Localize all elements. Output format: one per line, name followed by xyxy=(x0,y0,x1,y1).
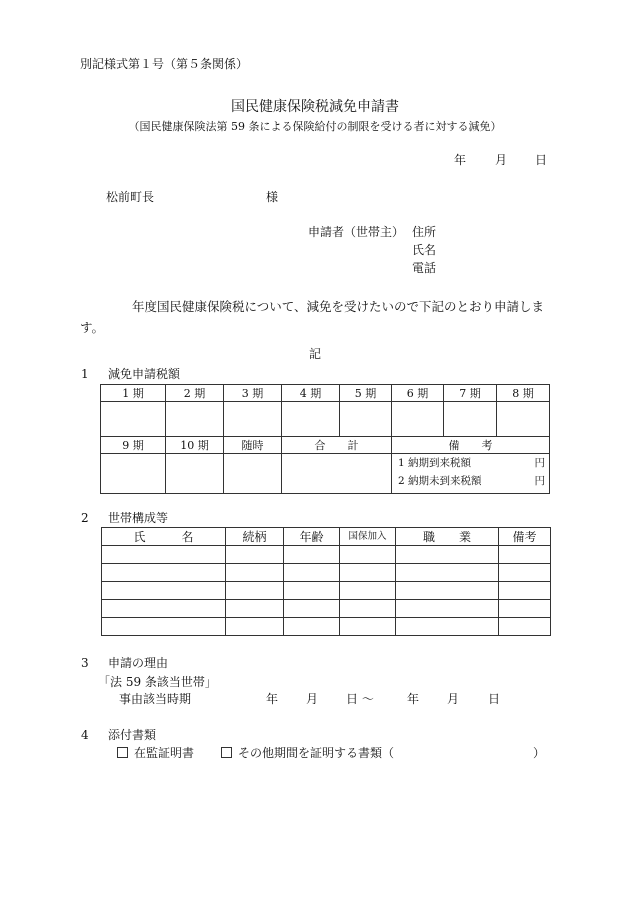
period-6-header: 6 期 xyxy=(392,385,444,402)
section1-number: 1 xyxy=(81,367,89,381)
remarks-cell[interactable] xyxy=(499,564,551,582)
table-row xyxy=(102,582,551,600)
period-5-header: 5 期 xyxy=(340,385,392,402)
table-row xyxy=(102,564,551,582)
period-10-header: 10 期 xyxy=(166,437,224,454)
occupation-cell[interactable] xyxy=(396,618,499,636)
applicant-address-label: 住所 xyxy=(412,225,437,239)
checkbox-icon[interactable] xyxy=(221,747,232,758)
period-to-month: 月 xyxy=(447,692,460,706)
applicant-label: 申請者（世帯主） xyxy=(308,225,405,239)
period-to-year: 年 xyxy=(407,692,420,706)
relation-cell[interactable] xyxy=(226,564,284,582)
occupation-cell[interactable] xyxy=(396,600,499,618)
note-due-tax-label: 1 納期到来税額 xyxy=(398,457,472,469)
anytime-header: 随時 xyxy=(224,437,282,454)
relation-cell[interactable] xyxy=(226,618,284,636)
occupation-cell[interactable] xyxy=(396,546,499,564)
table-row xyxy=(102,546,551,564)
col-remarks-header: 備考 xyxy=(499,528,551,546)
period-7-header: 7 期 xyxy=(444,385,497,402)
form-number-label: 別記様式第１号（第５条関係） xyxy=(80,57,249,71)
age-cell[interactable] xyxy=(284,564,340,582)
note-due-tax-unit: 円 xyxy=(534,457,545,469)
note-due-tax xyxy=(398,458,545,469)
attachment-option-label: その他期間を証明する書類（ xyxy=(238,746,395,760)
ki-heading: 記 xyxy=(308,347,321,361)
note-not-due-tax-label: 2 納期未到来税額 xyxy=(398,474,482,487)
attachment-option-other-doc[interactable] xyxy=(221,747,394,759)
note-not-due-tax-unit: 円 xyxy=(534,474,545,487)
period-to-day: 日 xyxy=(488,692,501,706)
period-4-header: 4 期 xyxy=(282,385,340,402)
section3-number: 3 xyxy=(81,656,89,670)
period-from-year: 年 xyxy=(266,692,279,706)
attachment-option-label: 在監証明書 xyxy=(134,746,195,760)
note-not-due-tax xyxy=(398,476,545,487)
household-table xyxy=(101,527,551,636)
insured-cell[interactable] xyxy=(340,618,396,636)
relation-cell[interactable] xyxy=(226,600,284,618)
insured-cell[interactable] xyxy=(340,564,396,582)
applicant-name-label: 氏名 xyxy=(412,243,437,257)
section3-title: 申請の理由 xyxy=(108,656,169,670)
remarks-cell[interactable] xyxy=(499,546,551,564)
name-cell[interactable] xyxy=(102,600,226,618)
age-cell[interactable] xyxy=(284,546,340,564)
period-8-amount-cell[interactable] xyxy=(497,402,550,437)
occupation-cell[interactable] xyxy=(396,564,499,582)
total-amount-cell[interactable] xyxy=(282,454,392,494)
period-1-amount-cell[interactable] xyxy=(101,402,166,437)
period-2-amount-cell[interactable] xyxy=(166,402,224,437)
period-1-header: 1 期 xyxy=(101,385,166,402)
occupation-cell[interactable] xyxy=(396,582,499,600)
section1-title: 減免申請税額 xyxy=(108,367,181,381)
addressee-honorific: 様 xyxy=(266,190,279,204)
attachment-close-paren: ） xyxy=(533,746,546,760)
date-month-label: 月 xyxy=(495,153,508,167)
total-header: 合 計 xyxy=(282,437,392,454)
period-from-day: 日 〜 xyxy=(346,692,374,706)
period-10-amount-cell[interactable] xyxy=(166,454,224,494)
insured-cell[interactable] xyxy=(340,582,396,600)
form-subtitle: （国民健康保険法第 59 条による保険給付の制限を受ける者に対する減免） xyxy=(128,120,502,133)
period-3-header: 3 期 xyxy=(224,385,282,402)
period-7-amount-cell[interactable] xyxy=(444,402,497,437)
col-insured-header: 国保加入 xyxy=(340,528,396,546)
age-cell[interactable] xyxy=(284,618,340,636)
period-2-header: 2 期 xyxy=(166,385,224,402)
remarks-cell[interactable] xyxy=(499,582,551,600)
table-row xyxy=(102,618,551,636)
section2-title: 世帯構成等 xyxy=(108,511,169,525)
period-6-amount-cell[interactable] xyxy=(392,402,444,437)
name-cell[interactable] xyxy=(102,564,226,582)
relation-cell[interactable] xyxy=(226,582,284,600)
col-age-header: 年齢 xyxy=(284,528,340,546)
checkbox-icon[interactable] xyxy=(117,747,128,758)
remarks-cell[interactable] xyxy=(499,600,551,618)
col-name-header: 氏 名 xyxy=(102,528,226,546)
period-label: 事由該当時期 xyxy=(119,692,192,706)
section4-number: 4 xyxy=(81,728,89,742)
period-9-amount-cell[interactable] xyxy=(101,454,166,494)
anytime-amount-cell[interactable] xyxy=(224,454,282,494)
period-8-header: 8 期 xyxy=(497,385,550,402)
table-row xyxy=(102,600,551,618)
period-5-amount-cell[interactable] xyxy=(340,402,392,437)
date-year-label: 年 xyxy=(454,153,467,167)
applicant-phone-label: 電話 xyxy=(412,261,437,275)
period-4-amount-cell[interactable] xyxy=(282,402,340,437)
insured-cell[interactable] xyxy=(340,600,396,618)
insured-cell[interactable] xyxy=(340,546,396,564)
request-statement: 年度国民健康保険税について、減免を受けたいので下記のとおり申請します。 xyxy=(80,299,545,335)
name-cell[interactable] xyxy=(102,582,226,600)
reason-text: 「法 59 条該当世帯」 xyxy=(98,675,217,689)
name-cell[interactable] xyxy=(102,546,226,564)
remarks-header: 備 考 xyxy=(392,437,550,454)
tax-amount-table xyxy=(100,384,550,494)
date-day-label: 日 xyxy=(535,153,548,167)
remarks-cell xyxy=(392,454,550,494)
age-cell[interactable] xyxy=(284,600,340,618)
age-cell[interactable] xyxy=(284,582,340,600)
period-9-header: 9 期 xyxy=(101,437,166,454)
period-3-amount-cell[interactable] xyxy=(224,402,282,437)
name-cell[interactable] xyxy=(102,618,226,636)
addressee-name: 松前町長 xyxy=(106,190,155,204)
period-from-month: 月 xyxy=(306,692,319,706)
section2-number: 2 xyxy=(81,511,89,525)
attachment-option-prison-cert[interactable] xyxy=(117,747,194,759)
relation-cell[interactable] xyxy=(226,546,284,564)
form-title: 国民健康保険税減免申請書 xyxy=(231,99,399,115)
col-occupation-header: 職 業 xyxy=(396,528,499,546)
col-relation-header: 続柄 xyxy=(226,528,284,546)
remarks-cell[interactable] xyxy=(499,618,551,636)
section4-title: 添付書類 xyxy=(108,728,157,742)
